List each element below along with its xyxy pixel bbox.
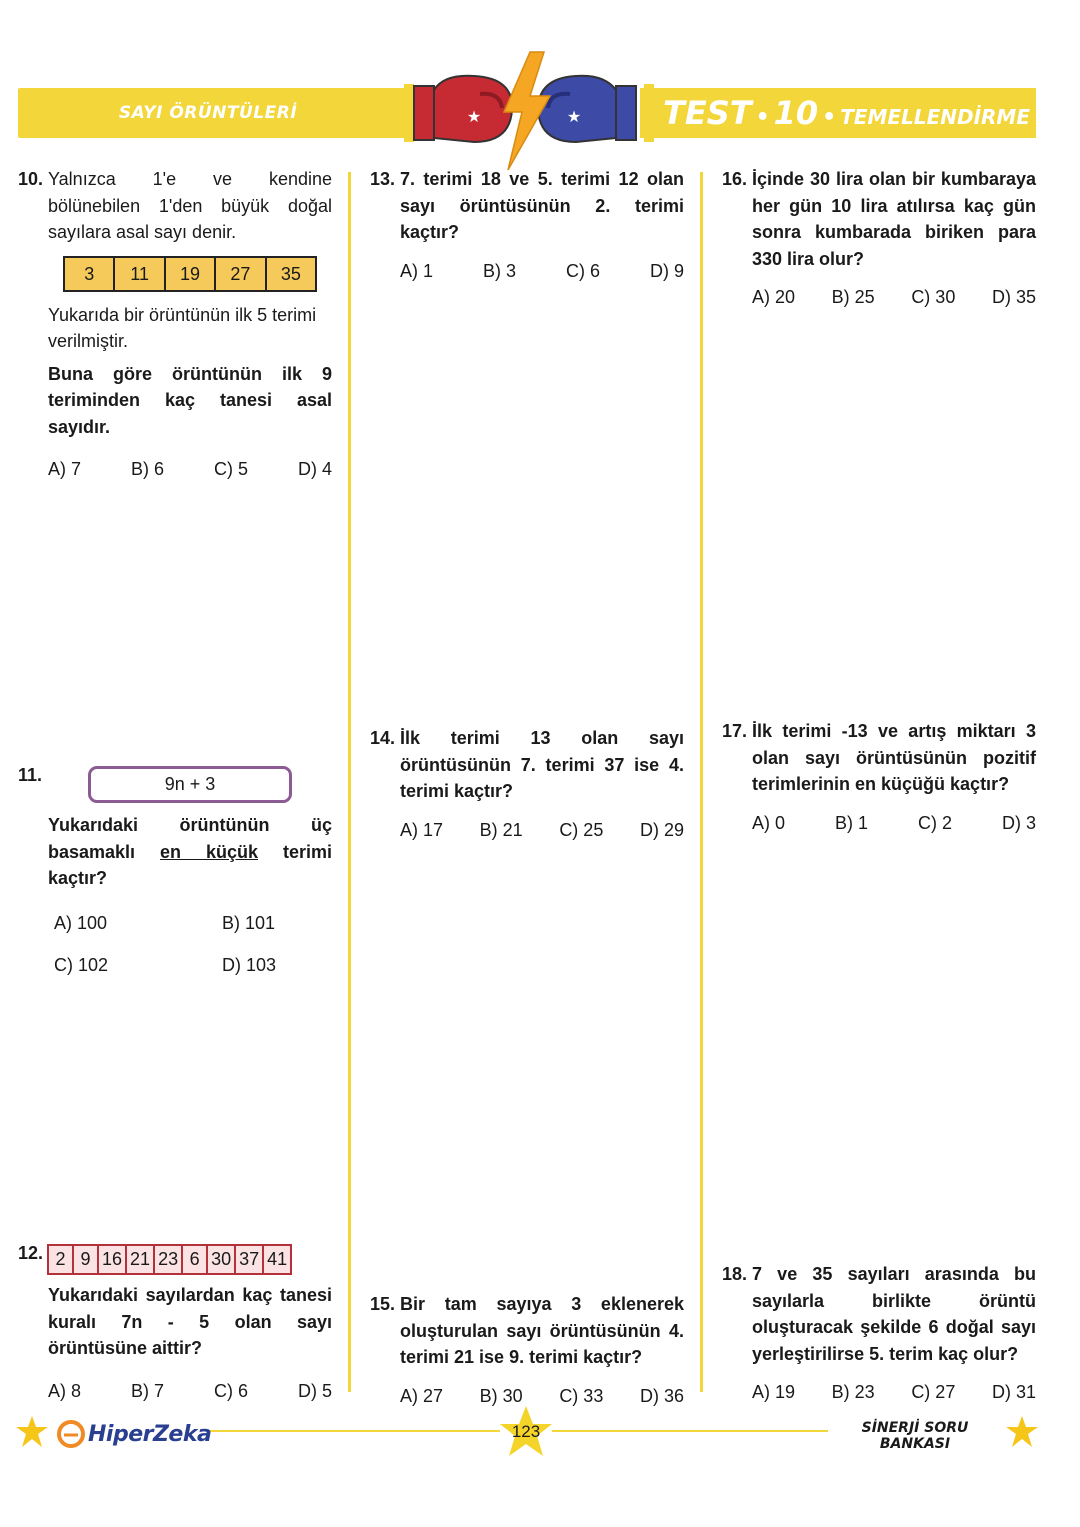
- sequence-box: [63, 256, 317, 292]
- option-b[interactable]: B) 6: [130, 459, 164, 479]
- question-number: 17.: [722, 721, 748, 741]
- series-name: SİNERJİ SORU BANKASI: [861, 1420, 969, 1452]
- footer-line-left: [210, 1430, 500, 1432]
- sequence-cell: 35: [280, 263, 301, 284]
- star-left-icon: [14, 1414, 50, 1450]
- question-text: İlk terimi -13 ve artış miktarı 3 olan sayı örüntüsünün pozitif terimlerinin en küçüğü kaçtır?: [752, 721, 1036, 794]
- question-number: 14.: [370, 728, 396, 748]
- option-d[interactable]: D) 3: [1001, 812, 1036, 833]
- option-b[interactable]: B) 30: [479, 1385, 523, 1406]
- question-intro: Yalnızca 1'e ve kendine bölünebilen 1'den büyük doğal sayılara asal sayı denir.: [48, 169, 332, 242]
- question-18: [722, 1261, 1036, 1406]
- option-d[interactable]: D) 35: [991, 287, 1036, 307]
- option-b[interactable]: B) 21: [479, 819, 523, 840]
- question-text-part: terimi kaçtır?: [48, 841, 332, 888]
- logo-text: HiperZeka: [88, 1421, 212, 1447]
- option-b[interactable]: B) 1: [834, 812, 868, 833]
- sequence-cell: 27: [216, 258, 266, 290]
- option-a[interactable]: A) 17: [400, 819, 444, 840]
- question-10: [18, 166, 332, 483]
- option-b[interactable]: B) 23: [831, 1382, 875, 1402]
- option-d[interactable]: D) 4: [297, 459, 332, 479]
- question-11-body: [18, 812, 332, 979]
- question-text-part: Yukarıdaki örüntünün üç basamaklı: [48, 815, 332, 862]
- sequence-cell: 16: [99, 1246, 127, 1273]
- question-text: İçinde 30 lira olan bir kumbaraya her gün 10 lira atılırsa kaç gün sonra kumbarada biriken para 330 lira olur?: [752, 169, 1036, 269]
- option-c[interactable]: C) 33: [559, 1385, 604, 1406]
- option-b[interactable]: B) 3: [482, 260, 516, 281]
- question-14: [370, 725, 684, 843]
- question-number: 12.: [18, 1243, 44, 1263]
- sequence-cell: 41: [267, 1249, 288, 1269]
- question-15: [370, 1291, 684, 1409]
- sequence-cell: 19: [166, 258, 216, 290]
- answer-options: [752, 284, 1036, 311]
- question-note: Yukarıda bir örüntünün ilk 5 terimi verilmiştir.: [48, 304, 317, 351]
- formula-box: 9n + 3: [88, 766, 292, 803]
- option-d[interactable]: D) 5: [297, 1380, 332, 1401]
- column-divider-left: [348, 172, 351, 1392]
- answer-options: [400, 817, 684, 844]
- option-b[interactable]: B) 101: [222, 912, 276, 933]
- option-a[interactable]: A) 0: [752, 812, 786, 833]
- option-a[interactable]: A) 20: [752, 287, 796, 307]
- option-a[interactable]: A) 100: [54, 912, 108, 933]
- bullet-icon: •: [755, 105, 770, 130]
- star-right-icon: [1004, 1414, 1040, 1450]
- answer-options: [54, 910, 332, 979]
- sequence-cell: 21: [127, 1246, 155, 1273]
- option-c[interactable]: C) 2: [917, 812, 952, 833]
- footer-line-right: [552, 1430, 828, 1432]
- question-number: 16.: [722, 169, 748, 189]
- question-16: [722, 166, 1036, 311]
- boxing-gloves-icon: [404, 46, 654, 176]
- question-number: 13.: [370, 169, 396, 189]
- page-number-badge: [498, 1404, 554, 1460]
- svg-text:★: ★: [466, 107, 482, 126]
- logo-icon: [56, 1419, 86, 1449]
- option-a[interactable]: A) 1: [400, 260, 434, 281]
- sequence-cell: 30: [208, 1246, 236, 1273]
- option-c[interactable]: C) 25: [559, 819, 604, 840]
- answer-options: [48, 456, 332, 483]
- sequence-cell: 3: [65, 258, 115, 290]
- question-number: 10.: [18, 169, 44, 189]
- sequence-cell: 6: [183, 1246, 208, 1273]
- option-c[interactable]: C) 30: [911, 287, 956, 307]
- option-d[interactable]: D) 31: [991, 1382, 1036, 1402]
- option-d[interactable]: D) 36: [639, 1385, 684, 1406]
- answer-options: [752, 810, 1036, 837]
- answer-options: [400, 258, 684, 285]
- question-text: 7 ve 35 sayıları arasında bu sayılarla birlikte örüntü oluşturacak şekilde 6 doğal sayı yerleştirilirse 5. terim kaç olur?: [752, 1264, 1036, 1364]
- test-label: TEST: [663, 94, 752, 132]
- test-subtitle: TEMELLENDİRME: [840, 105, 1030, 129]
- option-b[interactable]: B) 25: [831, 287, 875, 307]
- option-d[interactable]: D) 29: [639, 819, 684, 840]
- question-text: Yukarıdaki sayılardan kaç tanesi kuralı 7n - 5 olan sayı örüntüsüne aittir?: [48, 1285, 332, 1358]
- question-text: İlk terimi 13 olan sayı örüntüsünün 7. terimi 37 ise 4. terimi kaçtır?: [400, 728, 684, 801]
- sequence-cell: 37: [236, 1246, 264, 1273]
- question-number: 18.: [722, 1264, 748, 1284]
- sequence-cell: 11: [115, 258, 165, 290]
- question-text: Bir tam sayıya 3 eklenerek oluşturulan sayı örüntüsünün 4. terimi 21 ise 9. terimi kaçtır?: [400, 1294, 684, 1367]
- bullet-icon: •: [822, 105, 837, 130]
- option-a[interactable]: A) 7: [48, 459, 82, 479]
- option-a[interactable]: A) 19: [752, 1382, 796, 1402]
- option-c[interactable]: C) 102: [54, 955, 109, 975]
- question-text: Buna göre örüntünün ilk 9 teriminden kaç tanesi asal sayıdır.: [48, 363, 332, 437]
- option-b[interactable]: B) 7: [130, 1380, 164, 1401]
- answer-options: [752, 1379, 1036, 1406]
- sequence-cell: 9: [74, 1246, 99, 1273]
- test-title: [640, 88, 1036, 138]
- section-title: SAYI ÖRÜNTÜLERİ: [118, 103, 298, 123]
- option-a[interactable]: A) 8: [48, 1380, 82, 1401]
- answer-options: [48, 1378, 332, 1405]
- option-d[interactable]: D) 103: [222, 955, 277, 975]
- test-number: 10: [773, 94, 819, 132]
- sequence-cell: 23: [155, 1246, 183, 1273]
- option-c[interactable]: C) 27: [911, 1382, 956, 1402]
- option-d[interactable]: D) 9: [649, 260, 684, 281]
- question-text: [48, 812, 332, 892]
- question-12-body: [18, 1282, 332, 1404]
- question-number: 15.: [370, 1294, 396, 1314]
- sequence-cell: 2: [49, 1246, 74, 1273]
- question-17: [722, 718, 1036, 836]
- option-c[interactable]: C) 5: [213, 459, 248, 479]
- publisher-logo: [56, 1414, 211, 1454]
- option-c[interactable]: C) 6: [213, 1380, 248, 1401]
- question-emphasis: en küçük: [160, 841, 258, 862]
- question-text: 7. terimi 18 ve 5. terimi 12 olan sayı örüntüsünün 2. terimi kaçtır?: [400, 169, 684, 242]
- option-a[interactable]: A) 27: [400, 1385, 444, 1406]
- question-13: [370, 166, 684, 284]
- column-divider-right: [700, 172, 703, 1392]
- page-number: 123: [511, 1422, 541, 1441]
- question-number: 11.: [18, 765, 43, 785]
- svg-text:★: ★: [566, 107, 582, 126]
- option-c[interactable]: C) 6: [565, 260, 600, 281]
- sequence-box: [47, 1244, 292, 1275]
